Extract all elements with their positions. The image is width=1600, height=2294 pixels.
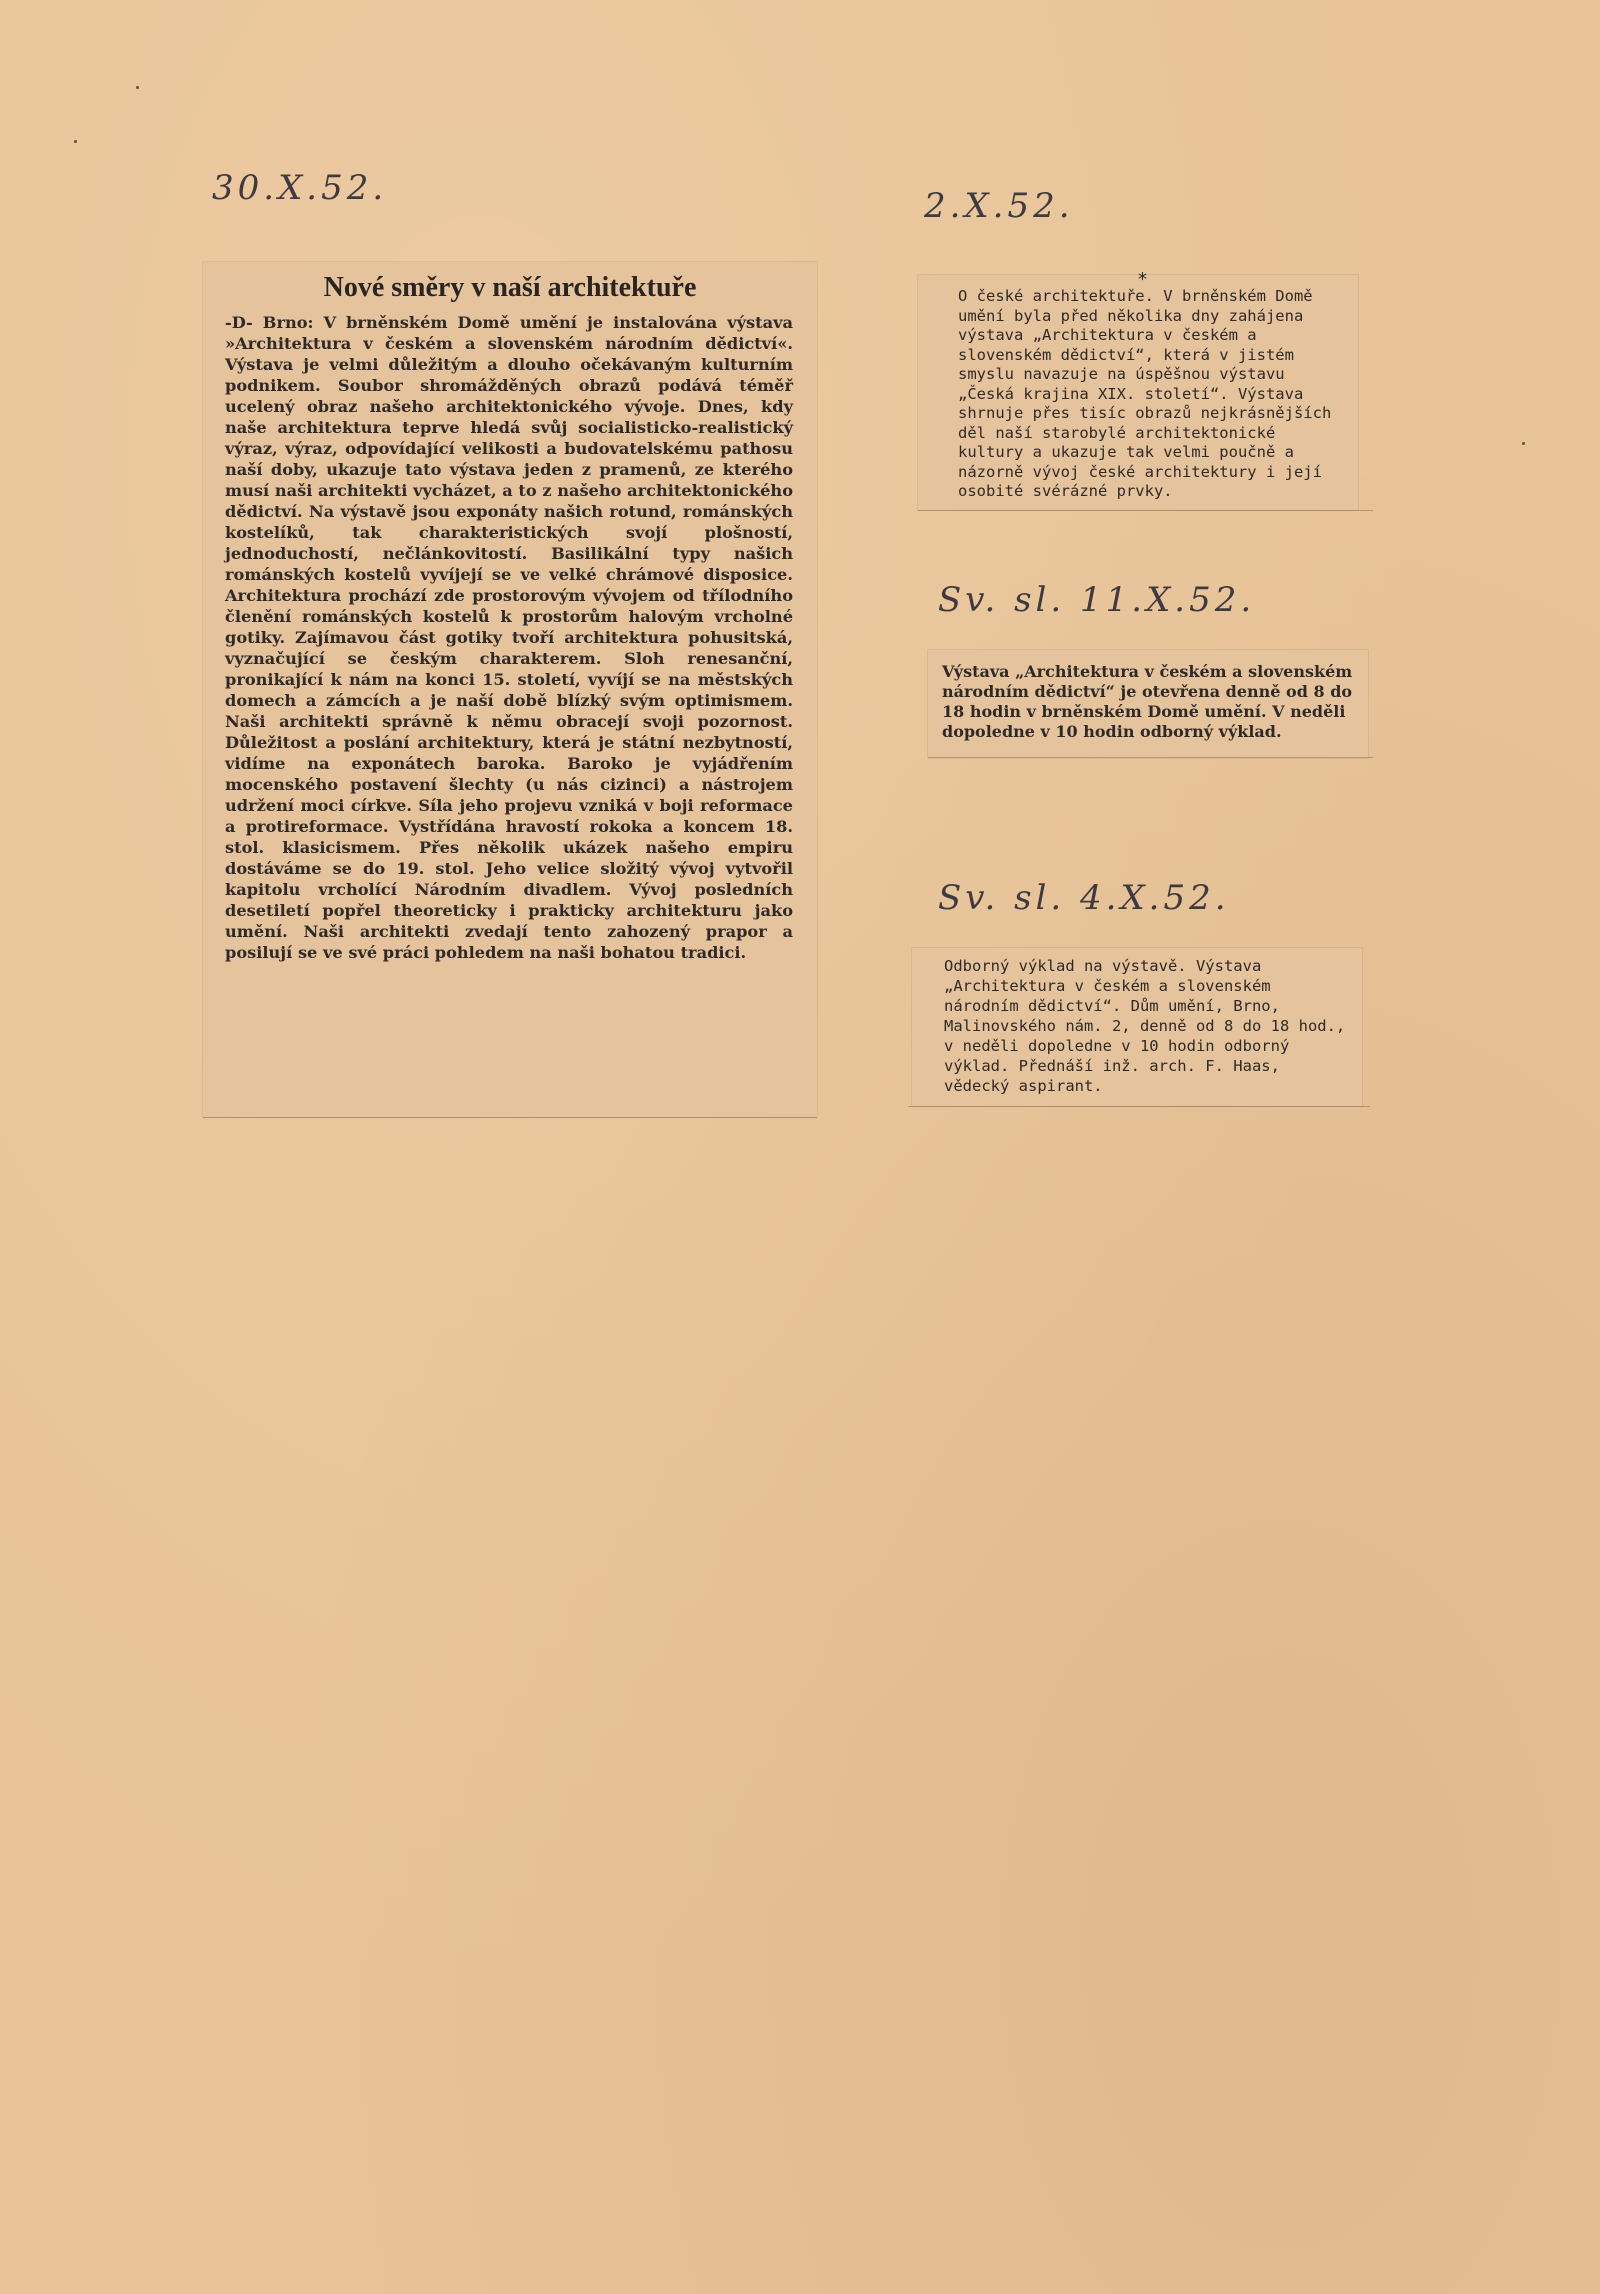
clipping-body: -D- Brno: V brněnském Domě umění je instalována výstava »Architektura v českém a slovenském národním dědictví«. Výstava je velmi důležitým a dlouho očekávaným kulturním podnikem. Soubor shromážděných obrazů podává téměř ucelený obraz našeho architektonického vývoje. Dnes, kdy naše architektura teprve hledá svůj socialisticko-realistický výraz, výraz, odpovídající velikosti a budovatelskému pathosu naší doby, ukazuje tato výstava jeden z pramenů, ze kterého musí naši architekti vycházet, a to z našeho architektonického dědictví. Na výstavě jsou exponáty našich rotund, románských kostelíků, tak charakteristických svojí plošností, jednoduchostí, nečlánkovitostí. Basilikální typy našich románských kostelů vyvíjejí se ve velké chrámové disposice. Architektura prochází zde prostorovým vývojem od třílodního členění románských kostelů k prostorům halovým vrcholné gotiky. Zajímavou část gotiky tvoří architektura pohusitská, vyznačující se českým charakterem. Sloh renesanční, pronikající k nám na konci 15. století, vyvíjí se na městských domech a zámcích a je naší době blízký svým optimismem. Naši architekti správně k němu obracejí svoji pozornost. Důležitost a poslání architektury, která je státní nezbytností, vidíme na exponátech baroka. Baroko je vyjádřením mocenského postavení šlechty (u nás cizinci) a nástrojem udržení moci církve. Síla jeho projevu vzniká v boji reformace a protireformace. Vystřídána hravostí rokoka a koncem 18. stol. klasicismem. Přes několik ukázek našeho empiru dostáváme se do 19. stol. Jeho velice složitý vývoj vytvořil kapitolu vrcholící Národním divadlem. Vývoj posledních desetiletí popřel theoreticky i prakticky architekturu jako umění. Naši architekti zvedají tento zahozený prapor a posilují se ve své práci pohledem na naši bohatou tradici. <box>225 313 793 962</box>
handwritten-date-3: Sv. sl. 11.X.52. <box>938 580 1256 620</box>
paper-speck <box>1522 442 1525 445</box>
handwritten-date-2: 2.X.52. <box>924 186 1074 226</box>
newspaper-clipping-lecture <box>912 948 1362 1106</box>
newspaper-clipping-opening-hours <box>928 650 1368 758</box>
clipping-body: Výstava „Architektura v českém a slovenském národním dědictví“ je otevřena denně od 8 do 18 hodin v brněnském Domě umění. V neděli dopoledne v 10 hodin odborný výklad. <box>942 662 1353 741</box>
clipping-body: O české architektuře. V brněnském Domě umění byla před několika dny zahájena výstava „Architektura v českém a slovenském dědictví“, která v jistém smyslu navazuje na úspěšnou výstavu „Česká krajina XIX. století“. Výstava shrnuje přes tisíc obrazů nejkrásnějších děl naší starobylé architektonické kultury a ukazuje tak velmi poučně a názorně vývoj české architektury i její osobité svérázné prvky. <box>958 287 1332 500</box>
clipping-edge <box>928 757 1373 758</box>
clipping-body: Odborný výklad na výstavě. Výstava „Architektura v českém a slovenském národním dědictví“. Dům umění, Brno, Malinovského nám. 2, denně od 8 do 18 hod., v neděli dopoledne v 10 hodin odborný výklad. Přednáší inž. arch. F. Haas, vědecký aspirant. <box>944 957 1346 1095</box>
clipping-edge <box>203 1117 817 1118</box>
paper-speck <box>74 140 77 143</box>
handwritten-date-4: Sv. sl. 4.X.52. <box>938 878 1230 918</box>
paper-speck <box>136 86 139 89</box>
star-mark: * <box>1138 269 1147 290</box>
clipping-headline: Nové směry v naší architektuře <box>323 272 697 303</box>
newspaper-clipping-main <box>203 262 817 1117</box>
clipping-edge <box>918 510 1373 511</box>
clipping-edge <box>908 1106 1370 1107</box>
newspaper-clipping-architecture-note <box>918 269 1358 510</box>
handwritten-date-main: 30.X.52. <box>212 168 388 208</box>
